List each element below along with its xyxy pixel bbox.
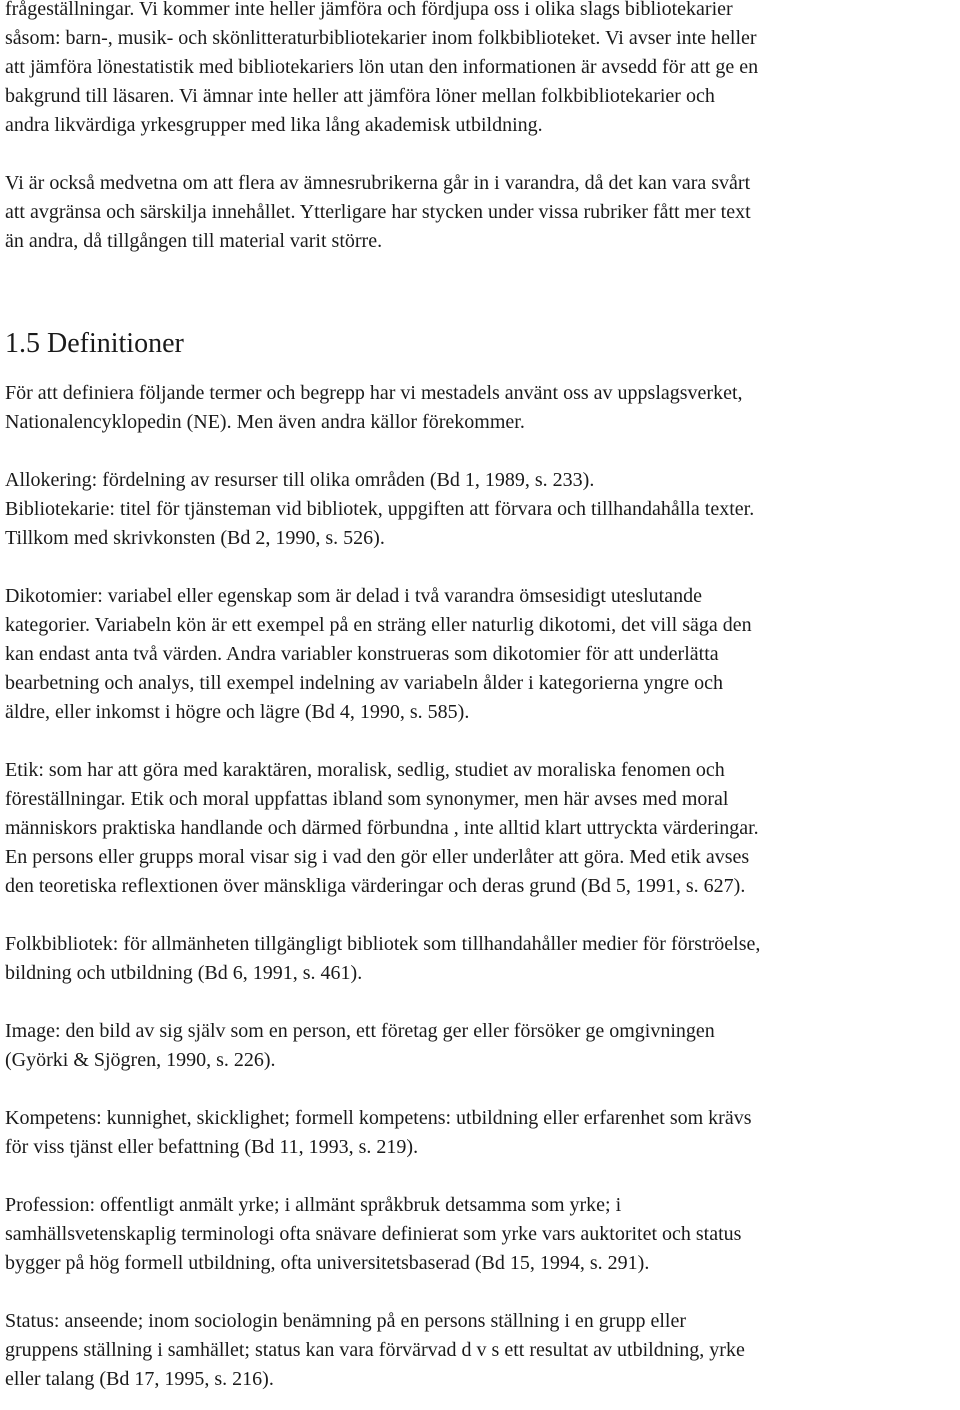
definition-status: Status: anseende; inom sociologin benämning på en persons ställning i en grupp eller gruppens ställning i samhället; status kan vara förvärvad d v s ett resultat av utbildning, yrke eller talang (Bd 17, 1995, s. 216). (5, 1310, 745, 1390)
section-heading: 1.5 Definitioner (5, 328, 184, 359)
definition-bibliotekarie: Bibliotekarie: titel för tjänsteman vid bibliotek, uppgiften att förvara och tillhandahålla texter. Tillkom med skrivkonsten (Bd 2, 1990, s. 526). (5, 498, 755, 549)
definition-dikotomier: Dikotomier: variabel eller egenskap som är delad i två varandra ömsesidigt uteslutande kategorier. Variabeln kön är ett exempel på en sträng eller naturlig dikotomi, det vill säga den kan endast anta två värden. Andra variabler konstrueras som dikotomier för att underlätta bearbetning och analys, till exempel indelning av variabeln ålder i kategorierna yngre och äldre, eller inkomst i högre och lägre (Bd 4, 1990, s. 585). (5, 585, 752, 723)
definition-kompetens: Kompetens: kunnighet, skicklighet; formell kompetens: utbildning eller erfarenhet som krävs för viss tjänst eller befattning (Bd 11, 1993, s. 219). (5, 1107, 752, 1158)
definition-folkbibliotek: Folkbibliotek: för allmänheten tillgängligt bibliotek som tillhandahåller medier för förströelse, bildning och utbildning (Bd 6, 1991, s. 461). (5, 933, 761, 984)
definition-profession: Profession: offentligt anmält yrke; i allmänt språkbruk detsamma som yrke; i samhällsvetenskaplig terminologi ofta snävare definierat som yrke vars auktoritet och status bygger på hög formell utbildning, ofta universitetsbaserad (Bd 15, 1994, s. 291). (5, 1194, 742, 1274)
definition-etik: Etik: som har att göra med karaktären, moralisk, sedlig, studiet av moraliska fenomen och föreställningar. Etik och moral uppfattas ibland som synonymer, men här avses med moral människors praktiska handlande och därmed förbundna , inte alltid klart uttryckta värderingar. En persons eller grupps moral visar sig i vad den gör eller underlåter att göra. Med etik avses den teoretiska reflextionen över mänskliga värderingar och deras grund (Bd 5, 1991, s. 627). (5, 759, 759, 897)
definitions-intro: För att definiera följande termer och begrepp har vi mestadels använt oss av uppslagsverket, Nationalencyklopedin (NE). Men även andra källor förekommer. (5, 382, 743, 433)
scope-paragraph: Vi är också medvetna om att flera av ämnesrubrikerna går in i varandra, då det kan vara svårt att avgränsa och särskilja innehållet. Ytterligare har stycken under vissa rubriker fått mer text än andra, då tillgången till material varit större. (5, 172, 751, 252)
intro-paragraph: frågeställningar. Vi kommer inte heller jämföra och fördjupa oss i olika slags bibliotekarier såsom: barn-, musik- och skönlitteraturbibliotekarier inom folkbiblioteket. Vi avser inte heller att jämföra lönestatistik med bibliotekariers lön utan den informationen är avsedd för att ge en bakgrund till läsaren. Vi ämnar inte heller att jämföra löner mellan folkbibliotekarier och andra likvärdiga yrkesgrupper med lika lång akademisk utbildning. (5, 0, 759, 136)
definition-allokering: Allokering: fördelning av resurser till olika områden (Bd 1, 1989, s. 233). (5, 469, 595, 491)
document-page (5, 0, 960, 1394)
definition-image: Image: den bild av sig själv som en person, ett företag ger eller försöker ge omgivningen (Györki & Sjögren, 1990, s. 226). (5, 1020, 715, 1071)
